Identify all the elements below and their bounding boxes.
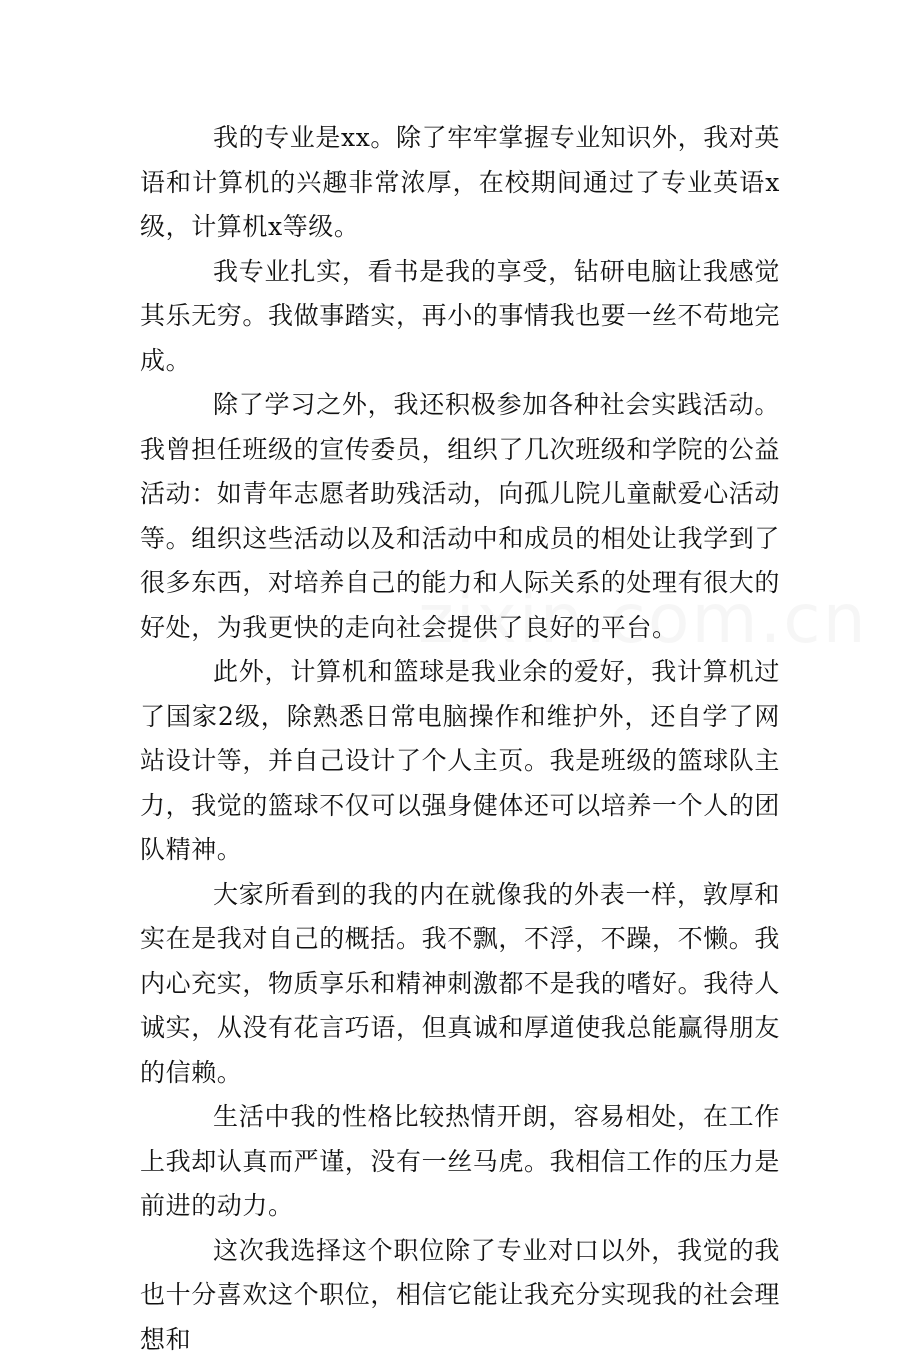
- paragraph-major: 我的专业是xx。除了牢牢掌握专业知识外，我对英语和计算机的兴趣非常浓厚，在校期间通过了专业英语x级，计算机x等级。: [140, 116, 780, 250]
- paragraph-hobbies: 此外，计算机和篮球是我业余的爱好，我计算机过了国家2级，除熟悉日常电脑操作和维护外，还自学了网站设计等，并自己设计了个人主页。我是班级的篮球队主力，我觉的篮球不仅可以强身健体还可以培养一个人的团队精神。: [140, 650, 780, 873]
- paragraph-job-choice: 这次我选择这个职位除了专业对口以外，我觉的我也十分喜欢这个职位，相信它能让我充分实现我的社会理想和: [140, 1229, 780, 1362]
- paragraph-social-practice: 除了学习之外，我还积极参加各种社会实践活动。我曾担任班级的宣传委员，组织了几次班级和学院的公益活动：如青年志愿者助残活动，向孤儿院儿童献爱心活动等。组织这些活动以及和活动中和成员的相处让我学到了很多东西，对培养自己的能力和人际关系的处理有很大的好处，为我更快的走向社会提供了良好的平台。: [140, 383, 780, 650]
- paragraph-study-attitude: 我专业扎实，看书是我的享受，钻研电脑让我感觉其乐无穷。我做事踏实，再小的事情我也要一丝不苟地完成。: [140, 250, 780, 384]
- document-body: [140, 116, 780, 1362]
- paragraph-personality: 生活中我的性格比较热情开朗，容易相处，在工作上我却认真而严谨，没有一丝马虎。我相信工作的压力是前进的动力。: [140, 1095, 780, 1229]
- paragraph-character: 大家所看到的我的内在就像我的外表一样，敦厚和实在是我对自己的概括。我不飘，不浮，不躁，不懒。我内心充实，物质享乐和精神刺激都不是我的嗜好。我待人诚实，从没有花言巧语，但真诚和厚道使我总能赢得朋友的信赖。: [140, 873, 780, 1096]
